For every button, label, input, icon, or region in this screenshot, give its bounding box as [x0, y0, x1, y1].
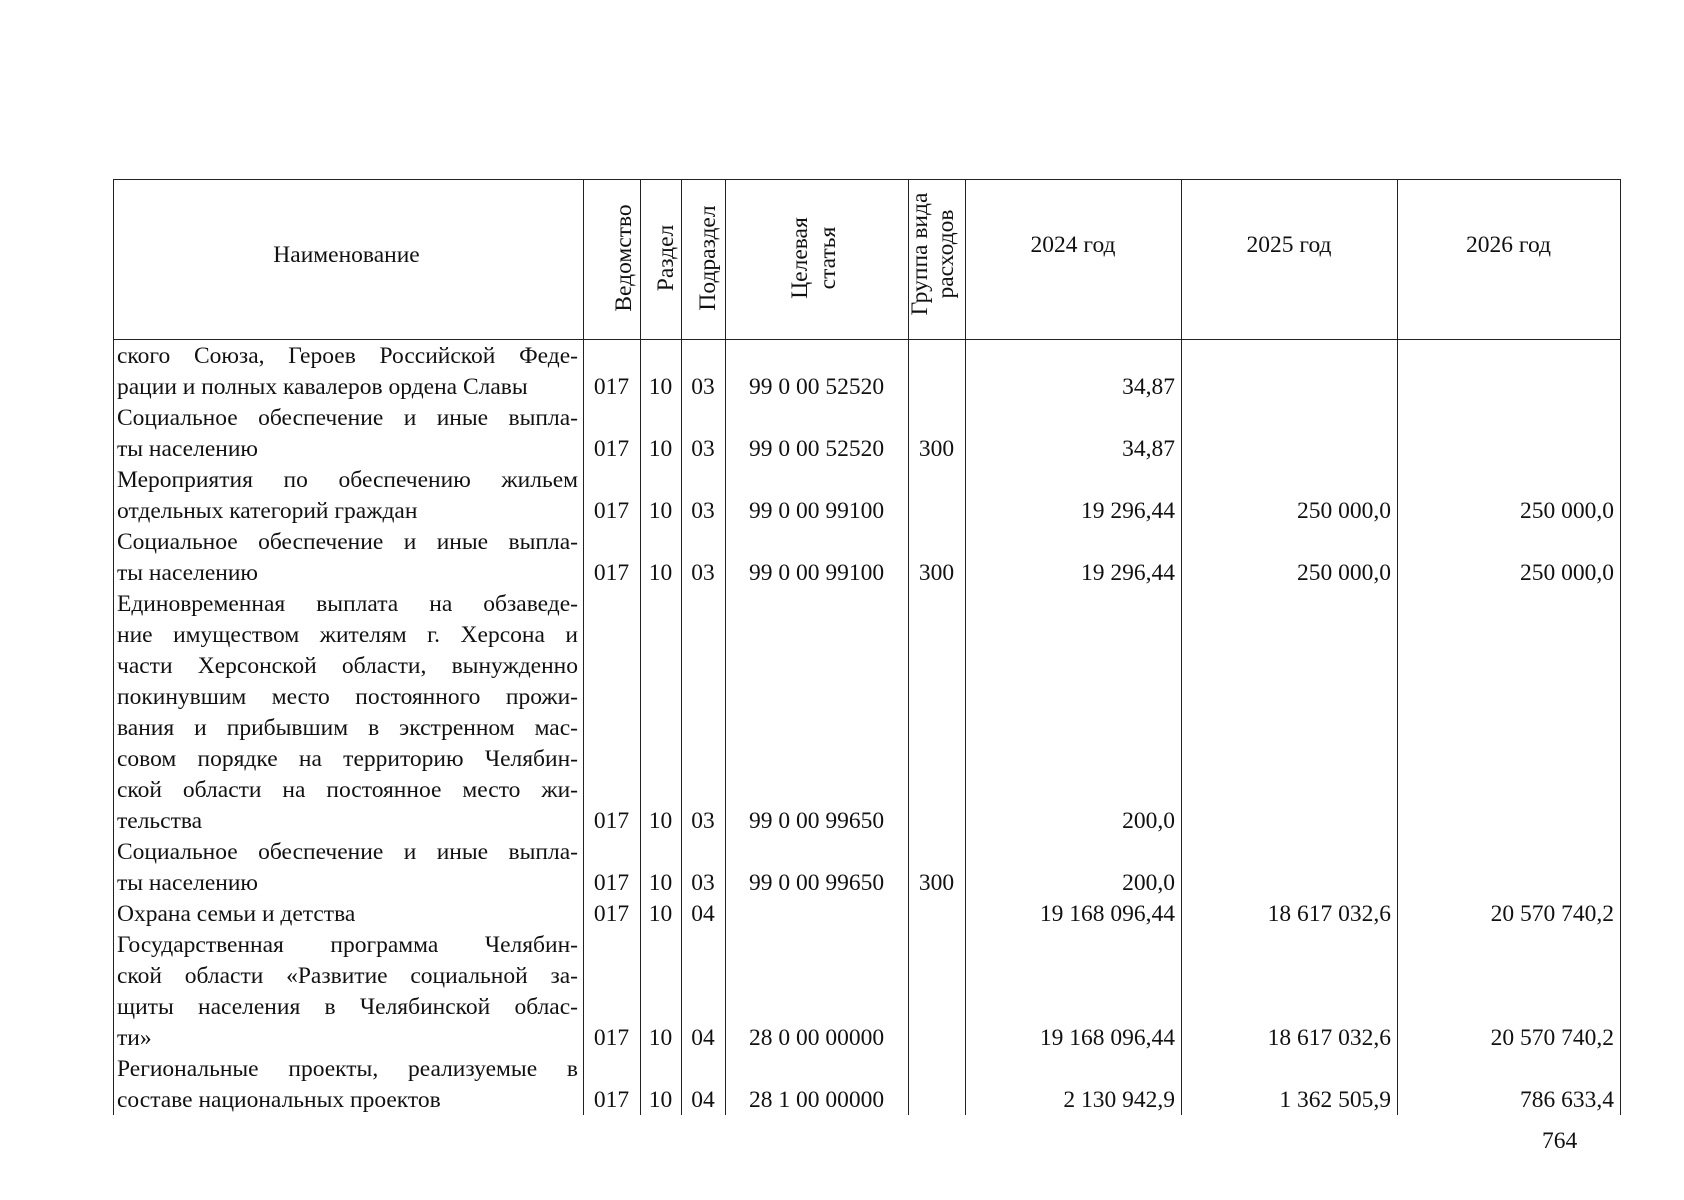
row-name-line: Мероприятия по обеспечению жильем — [117, 467, 578, 493]
header-2024: 2024 год — [1030, 232, 1116, 258]
row-target: 99 0 00 99650 — [748, 808, 885, 834]
column-divider — [681, 179, 682, 1115]
row-name-line: щиты населения в Челябинской облас- — [117, 994, 578, 1020]
row-name-line: ского Союза, Героев Российской Феде- — [117, 343, 578, 369]
header-target-line1: Целевая — [787, 217, 813, 299]
row-name-line: совом порядке на территорию Челябин- — [117, 746, 578, 772]
row-2025: 250 000,0 — [1297, 560, 1391, 586]
row-name-line: Охрана семьи и детства — [117, 901, 356, 927]
header-group-line2: расходов — [933, 209, 959, 299]
row-2024: 19 168 096,44 — [1039, 901, 1175, 927]
budget-table — [113, 179, 1620, 1115]
row-podrazdel: 04 — [691, 1087, 715, 1113]
row-vedomstvo: 017 — [593, 436, 630, 462]
row-podrazdel: 03 — [691, 374, 715, 400]
row-podrazdel: 04 — [691, 901, 715, 927]
row-name-line: ской области «Развитие социальной за- — [117, 963, 578, 989]
row-name-line: ти» — [117, 1025, 152, 1051]
column-divider — [1397, 179, 1398, 1115]
header-2026: 2026 год — [1466, 232, 1551, 258]
row-2026: 250 000,0 — [1520, 498, 1614, 524]
row-2026: 20 570 740,2 — [1490, 901, 1614, 927]
row-2024: 34,87 — [1122, 436, 1175, 462]
row-podrazdel: 03 — [691, 808, 715, 834]
row-2026: 20 570 740,2 — [1490, 1025, 1614, 1051]
row-target: 99 0 00 99650 — [748, 870, 885, 896]
row-2024: 2 130 942,9 — [1063, 1087, 1175, 1113]
row-vedomstvo: 017 — [593, 498, 630, 524]
column-divider — [113, 179, 114, 1115]
row-target: 99 0 00 52520 — [748, 436, 885, 462]
row-name-line: Социальное обеспечение и иные выпла- — [117, 405, 578, 431]
header-name: Наименование — [273, 242, 420, 268]
row-razdel: 10 — [648, 901, 673, 927]
row-name-line: Региональные проекты, реализуемые в — [117, 1056, 578, 1082]
table-header-border — [113, 339, 1620, 340]
row-podrazdel: 03 — [691, 436, 715, 462]
column-divider — [908, 179, 909, 1115]
row-razdel: 10 — [648, 1025, 673, 1051]
row-name-line: Единовременная выплата на обзаведе- — [117, 591, 578, 617]
page-number: 764 — [1542, 1128, 1578, 1154]
row-2025: 250 000,0 — [1297, 498, 1391, 524]
row-name-line: ты населению — [117, 436, 258, 462]
row-razdel: 10 — [648, 870, 673, 896]
header-group — [907, 179, 959, 329]
row-name-line: части Херсонской области, вынужденно — [117, 653, 578, 679]
row-name-line: Социальное обеспечение и иные выпла- — [117, 839, 578, 865]
column-divider — [583, 179, 584, 1115]
row-2024: 19 296,44 — [1081, 498, 1175, 524]
header-vedomstvo: Ведомство — [611, 204, 637, 312]
row-2024: 19 168 096,44 — [1039, 1025, 1175, 1051]
header-podrazdel: Подраздел — [695, 205, 721, 311]
row-2025: 18 617 032,6 — [1267, 1025, 1391, 1051]
column-divider — [965, 179, 966, 1115]
header-2025: 2025 год — [1246, 232, 1332, 258]
header-target — [786, 183, 842, 333]
row-razdel: 10 — [648, 374, 673, 400]
row-vedomstvo: 017 — [593, 560, 630, 586]
row-podrazdel: 03 — [691, 560, 715, 586]
column-divider — [1620, 179, 1621, 1115]
row-razdel: 10 — [648, 560, 673, 586]
row-name-line: рации и полных кавалеров ордена Славы — [117, 374, 528, 400]
row-name-line: вания и прибывшим в экстренном мас- — [117, 715, 578, 741]
row-2024: 19 296,44 — [1081, 560, 1175, 586]
row-target: 28 0 00 00000 — [748, 1025, 885, 1051]
row-vedomstvo: 017 — [593, 1025, 630, 1051]
row-name-line: ты населению — [117, 870, 258, 896]
row-name-line: отдельных категорий граждан — [117, 498, 418, 524]
row-razdel: 10 — [648, 436, 673, 462]
row-vedomstvo: 017 — [593, 1087, 630, 1113]
row-name-line: покинувшим место постоянного прожи- — [117, 684, 578, 710]
row-razdel: 10 — [648, 808, 673, 834]
row-razdel: 10 — [648, 1087, 673, 1113]
row-podrazdel: 03 — [691, 498, 715, 524]
row-podrazdel: 03 — [691, 870, 715, 896]
row-target: 99 0 00 99100 — [748, 560, 885, 586]
row-group: 300 — [918, 436, 955, 462]
column-divider — [640, 179, 641, 1115]
row-2025: 1 362 505,9 — [1279, 1087, 1391, 1113]
row-2024: 200,0 — [1122, 870, 1175, 896]
row-vedomstvo: 017 — [593, 870, 630, 896]
header-razdel: Раздел — [653, 224, 679, 292]
row-2025: 18 617 032,6 — [1267, 901, 1391, 927]
column-divider — [1181, 179, 1182, 1115]
row-2024: 34,87 — [1122, 374, 1175, 400]
row-name-line: составе национальных проектов — [117, 1087, 441, 1113]
row-target: 28 1 00 00000 — [748, 1087, 885, 1113]
row-podrazdel: 04 — [691, 1025, 715, 1051]
row-2026: 786 633,4 — [1520, 1087, 1614, 1113]
row-group: 300 — [918, 870, 955, 896]
row-razdel: 10 — [648, 498, 673, 524]
header-group-line1: Группа вида — [907, 192, 933, 316]
row-name-line: Государственная программа Челябин- — [117, 932, 578, 958]
column-divider — [725, 179, 726, 1115]
row-vedomstvo: 017 — [593, 808, 630, 834]
row-name-line: ской области на постоянное место жи- — [117, 777, 578, 803]
row-vedomstvo: 017 — [593, 374, 630, 400]
table-top-border — [113, 179, 1620, 180]
row-group: 300 — [918, 560, 955, 586]
row-2026: 250 000,0 — [1520, 560, 1614, 586]
row-2024: 200,0 — [1122, 808, 1175, 834]
row-name-line: Социальное обеспечение и иные выпла- — [117, 529, 578, 555]
row-name-line: тельства — [117, 808, 203, 834]
row-target: 99 0 00 52520 — [748, 374, 885, 400]
row-name-line: ние имуществом жителям г. Херсона и — [117, 622, 578, 648]
row-vedomstvo: 017 — [593, 901, 630, 927]
row-target: 99 0 00 99100 — [748, 498, 885, 524]
header-target-line2: статья — [815, 226, 841, 290]
row-name-line: ты населению — [117, 560, 258, 586]
